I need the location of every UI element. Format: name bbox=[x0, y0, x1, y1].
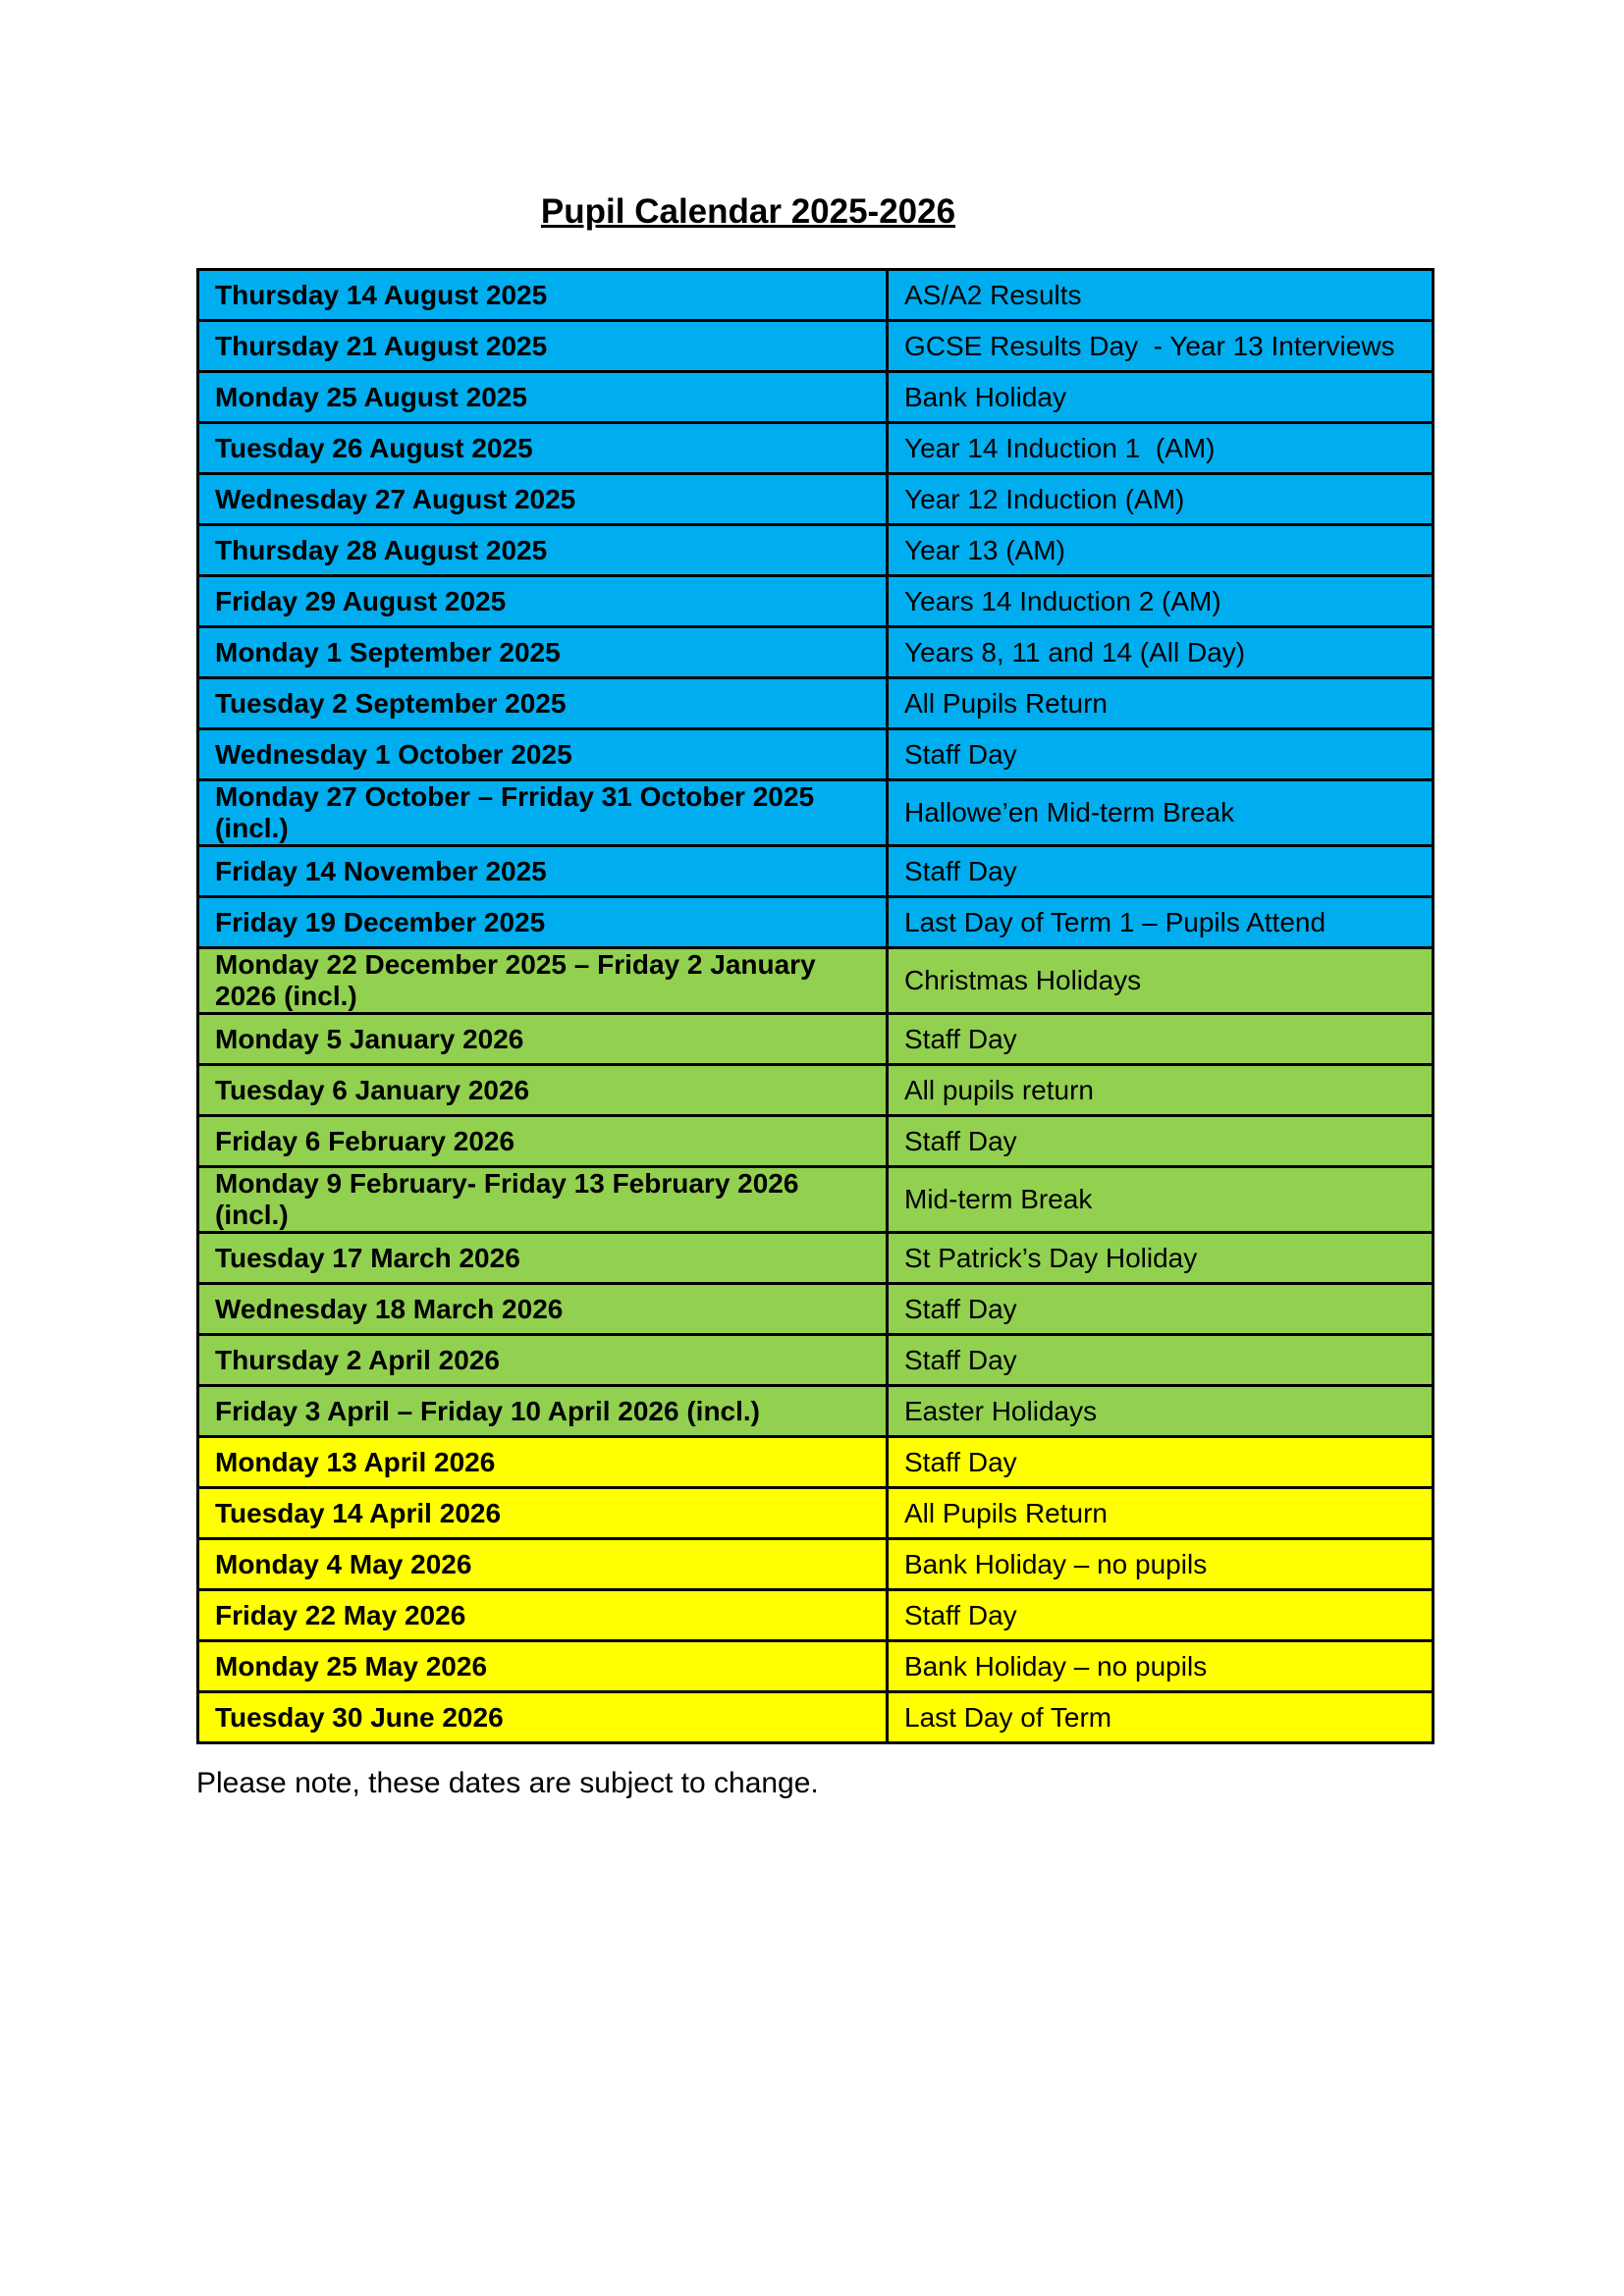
page-title: Pupil Calendar 2025-2026 bbox=[540, 192, 956, 231]
date-cell: Tuesday 14 April 2026 bbox=[198, 1488, 888, 1539]
event-cell: All pupils return bbox=[888, 1065, 1434, 1116]
date-cell: Wednesday 27 August 2025 bbox=[198, 474, 888, 525]
table-row bbox=[198, 372, 1434, 423]
date-cell: Friday 3 April – Friday 10 April 2026 (incl.) bbox=[198, 1386, 888, 1437]
table-row bbox=[198, 270, 1434, 321]
event-cell: Staff Day bbox=[888, 1284, 1434, 1335]
table-row bbox=[198, 1014, 1434, 1065]
date-cell: Tuesday 30 June 2026 bbox=[198, 1692, 888, 1743]
event-cell: Year 13 (AM) bbox=[888, 525, 1434, 576]
event-cell: Last Day of Term bbox=[888, 1692, 1434, 1743]
table-row bbox=[198, 1233, 1434, 1284]
table-row bbox=[198, 474, 1434, 525]
date-cell: Monday 13 April 2026 bbox=[198, 1437, 888, 1488]
table-row bbox=[198, 1116, 1434, 1167]
event-cell: St Patrick’s Day Holiday bbox=[888, 1233, 1434, 1284]
date-cell: Friday 14 November 2025 bbox=[198, 846, 888, 897]
event-cell: Staff Day bbox=[888, 1590, 1434, 1641]
table-row bbox=[198, 321, 1434, 372]
date-cell: Tuesday 2 September 2025 bbox=[198, 678, 888, 729]
table-row bbox=[198, 1590, 1434, 1641]
date-cell: Monday 4 May 2026 bbox=[198, 1539, 888, 1590]
event-cell: AS/A2 Results bbox=[888, 270, 1434, 321]
event-cell: Hallowe’en Mid-term Break bbox=[888, 780, 1434, 846]
event-cell: Staff Day bbox=[888, 846, 1434, 897]
table-row bbox=[198, 1386, 1434, 1437]
table-row bbox=[198, 1335, 1434, 1386]
date-cell: Thursday 21 August 2025 bbox=[198, 321, 888, 372]
event-cell: Staff Day bbox=[888, 1335, 1434, 1386]
event-cell: Year 14 Induction 1 (AM) bbox=[888, 423, 1434, 474]
date-cell: Monday 22 December 2025 – Friday 2 January 2026 (incl.) bbox=[198, 948, 888, 1014]
date-cell: Tuesday 26 August 2025 bbox=[198, 423, 888, 474]
event-cell: All Pupils Return bbox=[888, 678, 1434, 729]
date-cell: Friday 22 May 2026 bbox=[198, 1590, 888, 1641]
table-row bbox=[198, 1539, 1434, 1590]
event-cell: Mid-term Break bbox=[888, 1167, 1434, 1233]
date-cell: Tuesday 6 January 2026 bbox=[198, 1065, 888, 1116]
table-row bbox=[198, 1641, 1434, 1692]
event-cell: Bank Holiday – no pupils bbox=[888, 1641, 1434, 1692]
table-row bbox=[198, 1488, 1434, 1539]
date-cell: Monday 9 February- Friday 13 February 2026 (incl.) bbox=[198, 1167, 888, 1233]
date-cell: Monday 1 September 2025 bbox=[198, 627, 888, 678]
event-cell: Year 12 Induction (AM) bbox=[888, 474, 1434, 525]
event-cell: Bank Holiday – no pupils bbox=[888, 1539, 1434, 1590]
table-row bbox=[198, 948, 1434, 1014]
table-row bbox=[198, 897, 1434, 948]
event-cell: Staff Day bbox=[888, 1116, 1434, 1167]
table-row bbox=[198, 576, 1434, 627]
table-row bbox=[198, 678, 1434, 729]
footer-note: Please note, these dates are subject to change. bbox=[196, 1767, 819, 1799]
table-row bbox=[198, 729, 1434, 780]
event-cell: All Pupils Return bbox=[888, 1488, 1434, 1539]
table-row bbox=[198, 423, 1434, 474]
date-cell: Monday 27 October – Frriday 31 October 2025 (incl.) bbox=[198, 780, 888, 846]
event-cell: Years 8, 11 and 14 (All Day) bbox=[888, 627, 1434, 678]
table-row bbox=[198, 1167, 1434, 1233]
date-cell: Tuesday 17 March 2026 bbox=[198, 1233, 888, 1284]
date-cell: Monday 25 May 2026 bbox=[198, 1641, 888, 1692]
date-cell: Friday 29 August 2025 bbox=[198, 576, 888, 627]
date-cell: Wednesday 1 October 2025 bbox=[198, 729, 888, 780]
title-container bbox=[194, 192, 1302, 232]
date-cell: Thursday 14 August 2025 bbox=[198, 270, 888, 321]
event-cell: Staff Day bbox=[888, 729, 1434, 780]
date-cell: Friday 6 February 2026 bbox=[198, 1116, 888, 1167]
table-row bbox=[198, 627, 1434, 678]
event-cell: Staff Day bbox=[888, 1014, 1434, 1065]
date-cell: Thursday 2 April 2026 bbox=[198, 1335, 888, 1386]
table-row bbox=[198, 846, 1434, 897]
table-row bbox=[198, 1065, 1434, 1116]
event-cell: Staff Day bbox=[888, 1437, 1434, 1488]
table-row bbox=[198, 780, 1434, 846]
event-cell: Years 14 Induction 2 (AM) bbox=[888, 576, 1434, 627]
table-row bbox=[198, 1437, 1434, 1488]
calendar-table-body bbox=[198, 270, 1434, 1743]
table-row bbox=[198, 1284, 1434, 1335]
event-cell: Christmas Holidays bbox=[888, 948, 1434, 1014]
event-cell: Last Day of Term 1 – Pupils Attend bbox=[888, 897, 1434, 948]
pupil-calendar-table bbox=[196, 268, 1435, 1744]
date-cell: Thursday 28 August 2025 bbox=[198, 525, 888, 576]
event-cell: Bank Holiday bbox=[888, 372, 1434, 423]
date-cell: Friday 19 December 2025 bbox=[198, 897, 888, 948]
date-cell: Monday 5 January 2026 bbox=[198, 1014, 888, 1065]
table-row bbox=[198, 525, 1434, 576]
table-row bbox=[198, 1692, 1434, 1743]
event-cell: Easter Holidays bbox=[888, 1386, 1434, 1437]
date-cell: Monday 25 August 2025 bbox=[198, 372, 888, 423]
date-cell: Wednesday 18 March 2026 bbox=[198, 1284, 888, 1335]
event-cell: GCSE Results Day - Year 13 Interviews bbox=[888, 321, 1434, 372]
